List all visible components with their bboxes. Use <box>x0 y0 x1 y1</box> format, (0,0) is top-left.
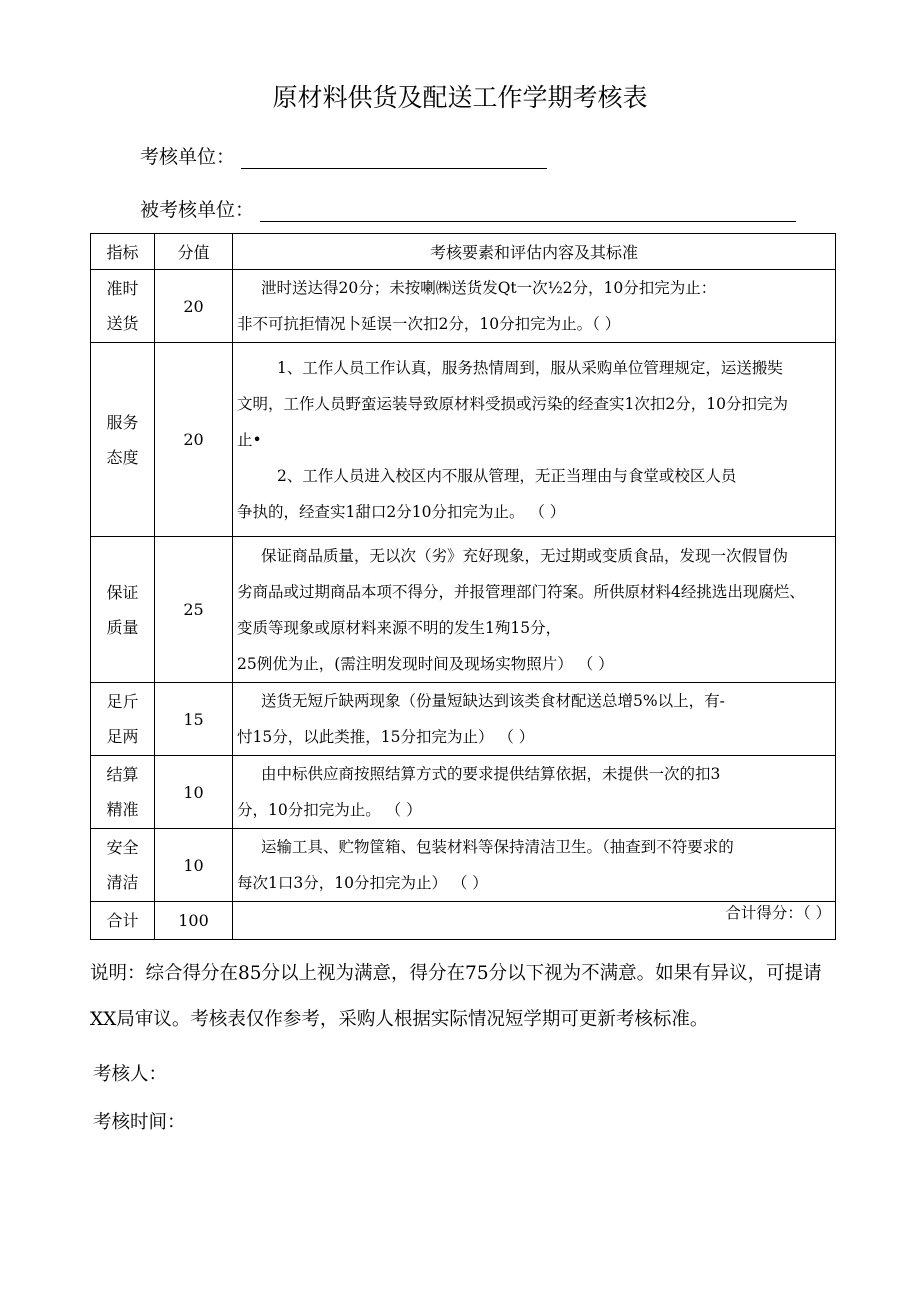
criteria-cell <box>233 829 836 902</box>
assessment-table <box>90 233 836 940</box>
criteria-line: 非不可抗拒情况卜延误一次扣2分，10分扣完为止。（ ） <box>237 315 621 333</box>
indicator-line: 准时 <box>106 279 139 298</box>
indicator-cell <box>91 343 155 537</box>
criteria-cell <box>233 756 836 829</box>
assessment-unit-blank[interactable] <box>241 148 547 169</box>
assessment-time-label: 考核时间： <box>93 1112 186 1133</box>
criteria-line: 劣商品或过期商品本项不得分，并报管理部门符案。所供原材料4经挑选出现腐烂、 <box>237 582 805 601</box>
criteria-line: 保证商品质量，无以次（劣》充好现象，无过期或变质食品，发现一次假冒伪 <box>261 546 789 565</box>
assessed-unit-field <box>140 195 796 222</box>
criteria-cell <box>233 683 836 756</box>
indicator-cell <box>91 756 155 829</box>
table-row <box>91 756 836 829</box>
indicator-line: 态度 <box>106 447 139 467</box>
criteria-line: 忖15分，以此类推，15分扣完为止） （ ） <box>237 728 535 746</box>
criteria-line: 2、工作人员进入校区内不服从管理，无正当理由与食堂或校区人员 <box>277 466 737 485</box>
indicator-line: 结算 <box>106 765 139 784</box>
score-cell: 10 <box>155 756 233 829</box>
table-row <box>91 270 836 343</box>
criteria-line: 送货无短斤缺两现象（份量短缺达到该类食材配送总增5%以上，有- <box>261 692 725 710</box>
assessed-unit-label: 被考核单位： <box>140 199 255 221</box>
score-cell: 25 <box>155 537 233 683</box>
assessment-unit-field <box>140 142 547 169</box>
criteria-line: 由中标供应商按照结算方式的要求提供结算依据，未提供一次的扣3 <box>261 765 721 783</box>
criteria-line: 1、工作人员工作认真，服务热情周到，服从采购单位管理规定，运送搬奘 <box>277 358 783 377</box>
indicator-line: 足斤 <box>106 692 139 711</box>
indicator-cell <box>91 683 155 756</box>
indicator-line: 精准 <box>106 800 139 819</box>
indicator-line: 清洁 <box>106 873 139 892</box>
table-row <box>91 829 836 902</box>
criteria-line: 运输工具、贮物筐箱、包装材料等保持清洁卫生。（抽查到不符要求的 <box>261 838 734 856</box>
header-indicator: 指标 <box>91 234 155 270</box>
indicator-cell <box>91 537 155 683</box>
indicator-line: 服务 <box>106 412 139 432</box>
explanation-note: 说明：综合得分在85分以上视为满意，得分在75分以下视为不满意。如果有异议，可提请XX局审议。考核表仅作参考，采购人根据实际情况短学期可更新考核标准。 <box>90 963 822 1030</box>
total-row <box>91 902 836 940</box>
criteria-line: 泄时送达得20分；未按喇㈱送货发Qt一次½2分，10分扣完为止： <box>261 279 717 297</box>
indicator-cell <box>91 270 155 343</box>
score-cell: 20 <box>155 343 233 537</box>
total-score: 100 <box>155 902 233 940</box>
indicator-line: 安全 <box>106 838 139 857</box>
indicator-line: 质量 <box>106 617 139 637</box>
indicator-line: 足两 <box>106 727 139 746</box>
criteria-line: 25例优为止，(需注明发现时间及现场实物照片） （ ） <box>237 654 614 673</box>
criteria-line: 分，10分扣完为止。 （ ） <box>237 801 422 819</box>
assessment-unit-label: 考核单位： <box>140 146 236 168</box>
indicator-cell <box>91 829 155 902</box>
assessor-label: 考核人： <box>93 1064 168 1085</box>
header-score: 分值 <box>155 234 233 270</box>
assessed-unit-blank[interactable] <box>260 201 796 222</box>
total-earned-cell: 合计得分：（ ） <box>233 902 836 940</box>
criteria-line: 文明，工作人员野蛮运装导致原材料受损或污染的经查实1次扣2分，10分扣完为 <box>237 394 788 413</box>
criteria-line: 每次1口3分，10分扣完为止） （ ） <box>237 874 488 892</box>
page-title: 原材料供货及配送工作学期考核表 <box>272 83 648 112</box>
table-header-row <box>91 234 836 270</box>
criteria-line: 止• <box>237 430 262 449</box>
indicator-line: 送货 <box>106 314 139 333</box>
criteria-line: 变质等现象或原材料来源不明的发生1殉15分， <box>237 618 562 637</box>
table-row <box>91 683 836 756</box>
criteria-line: 争执的，经查实1甜口2分10分扣完为止。 （ ） <box>237 502 566 521</box>
total-label: 合计 <box>91 902 155 940</box>
table-row <box>91 537 836 683</box>
score-cell: 15 <box>155 683 233 756</box>
score-cell: 10 <box>155 829 233 902</box>
criteria-cell <box>233 270 836 343</box>
table-row <box>91 343 836 537</box>
score-cell: 20 <box>155 270 233 343</box>
indicator-line: 保证 <box>106 582 139 602</box>
criteria-cell <box>233 537 836 683</box>
header-criteria: 考核要素和评估内容及其标准 <box>233 234 836 270</box>
criteria-cell <box>233 343 836 537</box>
